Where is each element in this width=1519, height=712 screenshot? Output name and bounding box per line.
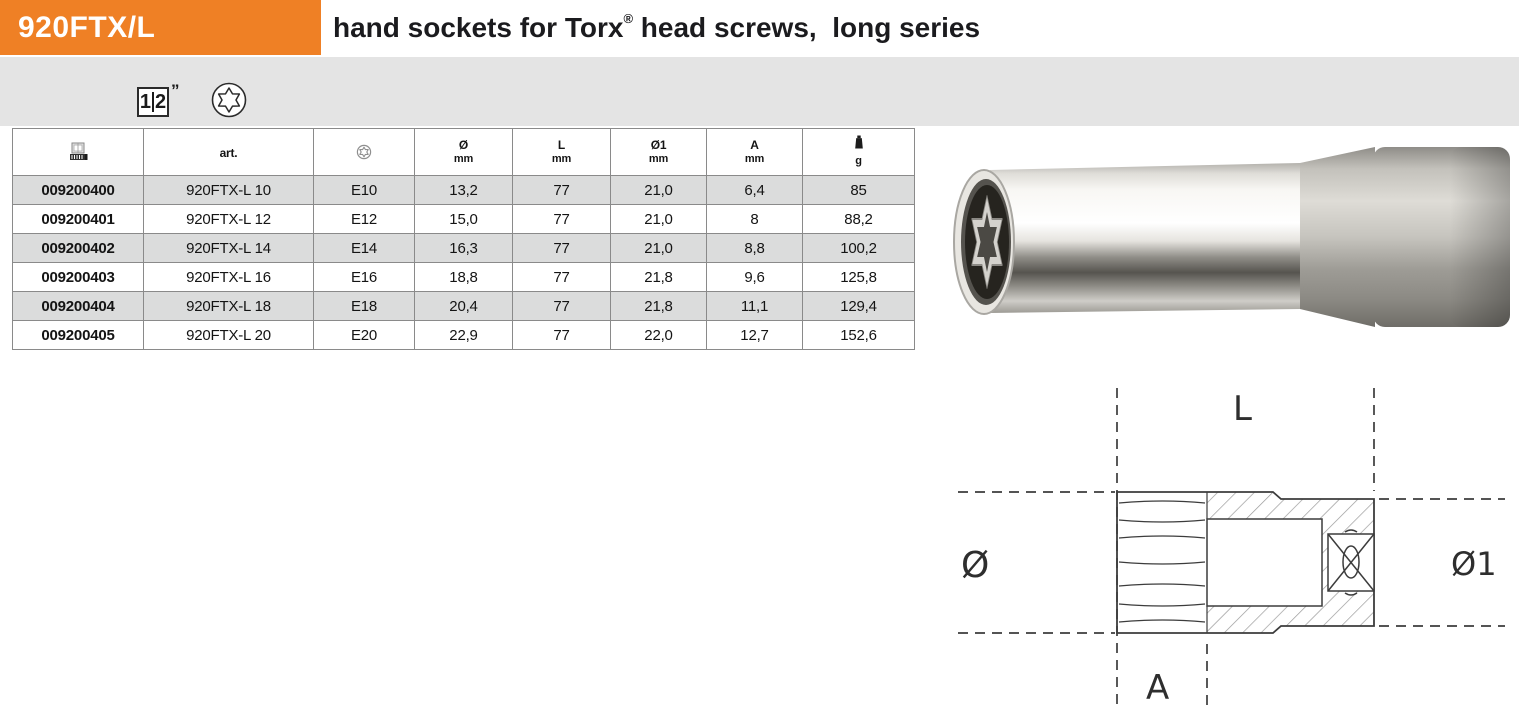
- table-cell: 21,0: [611, 176, 707, 205]
- table-row: [13, 176, 915, 205]
- product-photo: [950, 134, 1519, 334]
- table-row: [13, 205, 915, 234]
- table-cell: 12,7: [707, 321, 803, 350]
- column-header-depth-a: A mm: [707, 129, 803, 176]
- table-cell: 920FTX-L 18: [144, 292, 314, 321]
- weight-icon: [853, 135, 865, 155]
- table-cell: 21,0: [611, 234, 707, 263]
- table-cell: 16,3: [415, 234, 513, 263]
- table-cell: 21,0: [611, 205, 707, 234]
- table-cell: 009200405: [13, 321, 144, 350]
- diagram-label-length: L: [1233, 389, 1252, 429]
- table-cell: 22,0: [611, 321, 707, 350]
- table-cell: 6,4: [707, 176, 803, 205]
- table-cell: 009200403: [13, 263, 144, 292]
- table-cell: 920FTX-L 20: [144, 321, 314, 350]
- table-row: [13, 234, 915, 263]
- table-cell: 11,1: [707, 292, 803, 321]
- table-cell: E16: [314, 263, 415, 292]
- table-cell: 009200402: [13, 234, 144, 263]
- table-cell: E12: [314, 205, 415, 234]
- table-cell: E10: [314, 176, 415, 205]
- drive-denominator: 2: [155, 90, 167, 113]
- table-cell: 77: [513, 234, 611, 263]
- table-cell: E14: [314, 234, 415, 263]
- column-header-diameter1: Ø1 mm: [611, 129, 707, 176]
- table-cell: 77: [513, 292, 611, 321]
- table-cell: 22,9: [415, 321, 513, 350]
- table-row: [13, 321, 915, 350]
- table-cell: 8,8: [707, 234, 803, 263]
- table-cell: 920FTX-L 10: [144, 176, 314, 205]
- table-cell: E20: [314, 321, 415, 350]
- table-cell: 920FTX-L 16: [144, 263, 314, 292]
- table-cell: 21,8: [611, 263, 707, 292]
- table-cell: 77: [513, 176, 611, 205]
- table-cell: 129,4: [803, 292, 915, 321]
- spec-table: [12, 128, 915, 350]
- product-code-icon: [13, 129, 144, 176]
- table-cell: 21,8: [611, 292, 707, 321]
- table-cell: 9,6: [707, 263, 803, 292]
- attributes-band: [0, 57, 1519, 126]
- table-row: [13, 292, 915, 321]
- table-cell: 13,2: [415, 176, 513, 205]
- drive-numerator: 1: [139, 90, 151, 113]
- table-cell: 009200400: [13, 176, 144, 205]
- table-header-row: [13, 129, 915, 176]
- diagram-label-diameter: Ø: [961, 545, 990, 586]
- table-cell: 18,8: [415, 263, 513, 292]
- table-cell: 77: [513, 321, 611, 350]
- table-cell: 009200404: [13, 292, 144, 321]
- inch-mark: ”: [171, 81, 180, 100]
- fraction-divider: [152, 92, 154, 112]
- diagram-label-diameter1: Ø1: [1451, 545, 1497, 583]
- table-cell: 920FTX-L 14: [144, 234, 314, 263]
- column-header-diameter: Ø mm: [415, 129, 513, 176]
- table-cell: 77: [513, 205, 611, 234]
- table-cell: 88,2: [803, 205, 915, 234]
- title-rest: head screws, long series: [633, 11, 981, 43]
- table-cell: 77: [513, 263, 611, 292]
- page-title: [333, 0, 1519, 55]
- drive-size-icon: [137, 83, 183, 119]
- title-main: hand sockets for Torx: [333, 11, 624, 43]
- column-header-weight: g: [803, 129, 915, 176]
- table-cell: 920FTX-L 12: [144, 205, 314, 234]
- diagram-label-depth-a: A: [1146, 668, 1170, 708]
- column-header-length: L mm: [513, 129, 611, 176]
- table-cell: 8: [707, 205, 803, 234]
- table-cell: 009200401: [13, 205, 144, 234]
- table-cell: 125,8: [803, 263, 915, 292]
- column-header-art: art.: [144, 129, 314, 176]
- table-row: [13, 263, 915, 292]
- model-badge: [0, 0, 321, 55]
- torx-size-icon: [314, 129, 415, 176]
- drive-size-box: [137, 87, 169, 117]
- technical-drawing: [933, 372, 1519, 712]
- table-cell: 20,4: [415, 292, 513, 321]
- spec-table-body: [13, 176, 915, 350]
- registered-trademark: ®: [623, 11, 634, 26]
- torx-profile-icon: [210, 81, 248, 124]
- table-cell: 15,0: [415, 205, 513, 234]
- table-cell: 152,6: [803, 321, 915, 350]
- table-cell: E18: [314, 292, 415, 321]
- table-cell: 85: [803, 176, 915, 205]
- table-cell: 100,2: [803, 234, 915, 263]
- model-number: 920FTX/L: [18, 10, 156, 44]
